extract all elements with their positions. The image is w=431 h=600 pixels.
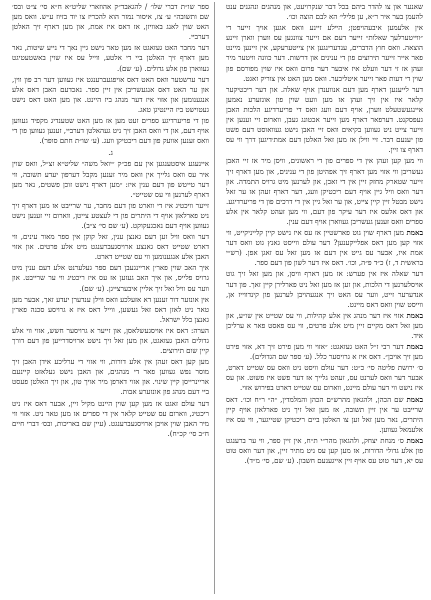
text-paragraph (226, 23, 423, 84)
text-paragraph (12, 159, 209, 199)
paragraph-text: אין אונזער דור זענען דא אזעלכע וואס ווילן ענדערן יעדע זאך, אבער מען טאר ניט לאזן דאס זאל געשען, ווייל דאס איז א גרויסע סכנה פאר׳ן גאנצן כלל ישראל. (12, 294, 209, 324)
text-paragraph (12, 232, 209, 262)
paragraph-text: מען קען דאס זעהן אין אלע דורות, ווי אזוי די ערליכע אידן האבן זיך מוסר נפש געווען פאר די מנהגים, און האבן נישט געלאזט קיינעם אריינרייסן קיין שינוי. און אזוי דארפן מיר אויך טון, און זיך האלטן פעסט ביי דעם מנהג פון אונזערע אבות. (12, 357, 209, 397)
text-paragraph (226, 342, 423, 362)
text-paragraph (12, 201, 209, 231)
text-paragraph (226, 363, 423, 393)
paragraph-text: איינעגע איסטענגען אין עם פכ״ק ״יואל משה״ שליט״א זצ״ל, וואס שוין איר עס וואס גלייך אין וואס מיר זענען מקבל דערפון יעדע תשובה, ווי דער טייטש פון דעם ענין איז: ״מען דארף נישט זוכן פשטים, נאר מען דארף לערנען ווי עס שטייט״. (12, 159, 209, 199)
text-paragraph (12, 43, 209, 73)
paragraph-text: אזוי איז דער מנהג אין אלע קהילות, ווי עס שטייט אין שו״ע, און מען זאל דאס מקיים זיין מיט אלע פרטים, ווי עס פאסט פאר א ערליכן איד. (226, 310, 423, 340)
text-paragraph (226, 436, 423, 466)
paragraph-lead-word: באמת (406, 435, 423, 445)
paragraph-text: דער רבי ז״ל האט געזאגט: ״אזוי ווי מען פירט זיך דא, אזוי פירט מען זיך אויבן״. דאס איז א גרויסער כלל. (ע׳ ספר שם הגדולים). (226, 342, 423, 362)
text-paragraph (12, 357, 209, 397)
paragraph-text: ס׳ ירושת פליטה סי׳ כ״ט: דער עולם וויסט ניט וואס עס שטייט דארט, אבער דער וואס לערנט עס, זעהט גלייך אז דער פשט איז פשוט. און עס איז נישט ווי דער עולם מיינט, ווארום עס שטייט דארט בפירוש אזוי. (226, 363, 423, 393)
paragraph-lead-word: באמת (406, 342, 423, 352)
column-right (226, 2, 423, 596)
paragraph-text: דער מחבר האט געזאגט אז מען טאר נישט גיין נאך די נייע שיטות, נאר מען דארף זיך האלטן ביי די אלטע, ווייל עס איז שוין באשטעטיגט געווארן פון אלע גדולים. (ע׳ שם). (12, 43, 209, 73)
text-paragraph (12, 2, 209, 42)
text-paragraph (226, 228, 423, 268)
column-divider (214, 2, 215, 594)
paragraph-lead-word: באמת (406, 310, 423, 320)
paragraph-text: שאנער און צו להדר ביהם בכל דבר שנקרויעט, און מנהגים ונהגנים ענט להעמן בער איר ר״א, ען פלילי׳ הא לבם הוצה וכו׳. (226, 2, 423, 22)
text-paragraph (226, 156, 423, 227)
paragraph-text: ג. (108, 148, 113, 158)
text-paragraph (12, 295, 209, 325)
paragraph-text: דער לייענען דארף מען דעם אנווענדן אויף שאלה. און דער ריכטיקער קלאר איז אין זיך זעהן אז מען וועט שוין פון אונזערע נאמען איינגעשטעלט ווערן, אויף דעם וועג וואס די פריערדיגע הלכות האבן געפסקנט. דערפאר דארף מען זייער אכטונג געבן, ווארום זיי זענען אין זייער צייט ניט געווען בקיאים וואס זיי האבן נישט געוואוסט דעם פשט פון יענעם דבר. זיי ווילן אז מען זאל האלטן דעם אמת׳דיגען דרך ווי עס דארף צו זיין. (226, 84, 423, 155)
paragraph-text: הערה: דאס איז אויסגעשלאסן, און זייער א גרויסער חשש, אזוי ווי אלע גדולים האבן געזאגט, און מען זאל זיך נישט ארויסדרייען פון דעם דורך קיין שום תירוצים. (12, 325, 209, 356)
paragraph-text: דער עולם זאגט אז מען קען שוין היינט מקיל זיין, אבער דאס איז ניט ריכטיג, ווארום עס שטייט קלאר אין די ספרים אז מען טאר ניט. אזוי ווי מיר האבן שוין אויבן ארויסגעברענגט. (עיין שם באריכות, ובס׳ דברי חיים ח״ב סי׳ קכ״ח). (12, 398, 209, 438)
column-left (12, 2, 209, 596)
text-paragraph (12, 326, 209, 356)
paragraph-text: ווי מען קען זעהן אין די ספרים פון די ראשונים, וויסן מיר אז זיי האבן געשריבן ווי אזוי מען דארף זיך אפהיטן פון די ענינים, און מען דארף זיך זייער שטארק מחזק זיין אין די זאכן, און לערנען מיט גרויס התמדה. און דער וואס וויל גיין אויף דעם ריכטיקן וועג, דער דארף זעהן אז ער זאל נישט מבטל זיין קיין צייט, און ער זאל גיין אין די דרכים פון די פריערדיגע. און דאס אלעס איז דער עיקר פון דעם, ווי מען זעהט קלאר אין אלע ספרים וואס זענען געשריבן געווארן אויף דעם ענין. (226, 156, 423, 226)
paragraph-text: ספר שו״ת דברי שלו׳ / להגאבד״ק אהוזארי שליט״א ח״א סי׳ צ״ט ובס׳ שם ותשובה״ ע׳ צז, איסור נמזר הוא להכריז צו יוד בזיוז ע״ש. וואס מען האט שוין לאנג באוויזן, אז דאס איז אמת, און מען דארף זיך האלטן דערביי. (12, 2, 209, 42)
paragraph-text: זייער וויכטיג איז די ווארט פון דעם מחבר, ער שרייבט אז מען דארף זיך ניט פארלאזן אויף די היתרים פון די לעצטע צייטן, ווארום זיי זענען נישט געווען אויף דעם נאכגעקוקט. (ע׳ שם סי׳ צ״ב). (12, 200, 209, 230)
text-paragraph (226, 269, 423, 309)
text-paragraph (226, 395, 423, 435)
text-paragraph (226, 85, 423, 156)
paragraph-text: דער וואס וויל זען דעם גאנצן ענין, זאל קוקן אין ספר מאור עינים, ווי דארט שטייט דאס גאנצע ארויסגעברענגט מיט אלע פרטים. און אזוי האבן אלע אנגענומען ווי עס שטייט דארט. (12, 232, 209, 262)
paragraph-text: דער ערשטער וואס האט דאס אויפגעברענגט איז געווען דער רב פון ווין, און ער האט דאס אנגעשריבן אין זיין ספר. נאכדעם האבן דאס אלע אנגענומען און אזוי איז דער מנהג ביז היינט. און מען האט דאס נישט געטוישט ביז היינטיגן טאג. (12, 74, 209, 114)
text-paragraph (12, 116, 209, 146)
section-number (12, 148, 209, 158)
paragraph-text: איך האב שוין פאר׳ן אריינגעבן דעם ספר געלערנט אלע דעם ענין מיט גרויס פלייס, און איך האב געזען אז עס איז ריכטיג ווי ער שרייבט. און ווער עס וויל זאל זיך אליין איבערצייגן. (ע׳ שם). (12, 263, 209, 293)
paragraph-text: דער שאלה איז אין פערש: אז מען דארף וויסן, און מען זאל זיך גוט אויסלערנען די הלכות, און זען אז מען זאל ניט פארלירן קיין זאך. פון דער אנדערער זייט, ווער עס האט זיך אנגעהויבן לערנען פון קינדווייז אן, ווייסט שוין וואס דאס מיינט. (226, 269, 423, 309)
text-paragraph (12, 399, 209, 439)
paragraph-lead-word: באמת (406, 394, 423, 404)
paragraph-text: ס׳ מנחת יצחק, ולהגאון מהר״י ת״ח, אין זיין ספר, ווי ער ברענגט פון אלע גדולי הדורות, אז מען קען עס ניט מתיר זיין, און דער וואס טוט עס יא, דער טוט עס אויף זיין אייגענעם חשבון. (ע׳ שם, סי׳ מ״ד). (226, 435, 423, 466)
paragraph-text: מען דארף שוין גוט פארשטיין אז עס איז נישט קיין קלייניקייט, ווי אזוי קען מען דאס אפלייקענען? דער עולם ווייסט גאנץ גוט וואס דער אמת איז, אבער עס גייט אין דעם אז מען זאל עס זאגן אפן. (רש״י בראשית ד, ז) כ״ד פ״ה, וכו׳. דאס איז דער לשון פון דעם ספר. (226, 228, 423, 268)
text-paragraph (12, 75, 209, 115)
text-paragraph (226, 311, 423, 341)
paragraph-text: פון די פריערדיגע ספרים זעט מען אז מען האט שטענדיג מקפיד געווען אויף דעם, און די וואס האבן זיך ניט געהאלטן דערביי, זענען געווען פון די וואס זענען אוועק פון דעם ריכטיקן וועג. (ע׳ שו״ת חתם סופר). (12, 116, 209, 146)
paragraph-lead-word: באמת (406, 228, 423, 238)
paragraph-text: שם הכהן, ולהגאון מהרש״ם הכהן והמלמדין, ״ה״ ר״ח וכו׳. דאס שרייבט ער אין זיין תשובה, אז מען זאל זיך ניט פארלאזן אויף קיין היתרים, נאר מען זאל זען צו האלטן ביים ריכטיקן שטייגער, ווי עס איז אלעמאל געווען. (226, 394, 423, 434)
text-paragraph (226, 2, 423, 22)
text-paragraph (12, 263, 209, 293)
paragraph-text: אין אלעמען איבעהויפטן; הײלע זיינע וואס אגען אויך זייער די ״ווייטערלעך שאלות״ זייער דעם אם זייער צוונגען עס ווערן ווארן זיינע הוצאה. וואס חוץ הדברים, ענדערינגען אין צייטערעקע, אין זיינען מיינט פאר אייר זייער תירוצים פון די ענינים און דרשות. דער כוונה וויטער מיר זעהן אז זי דער וועלט איז איבער דער פרום וואס איז שוין מפורסם פון שוין די דעות פאר זייער איטליכער. וואס מען האט אין צוריק זאגט. (226, 23, 423, 83)
